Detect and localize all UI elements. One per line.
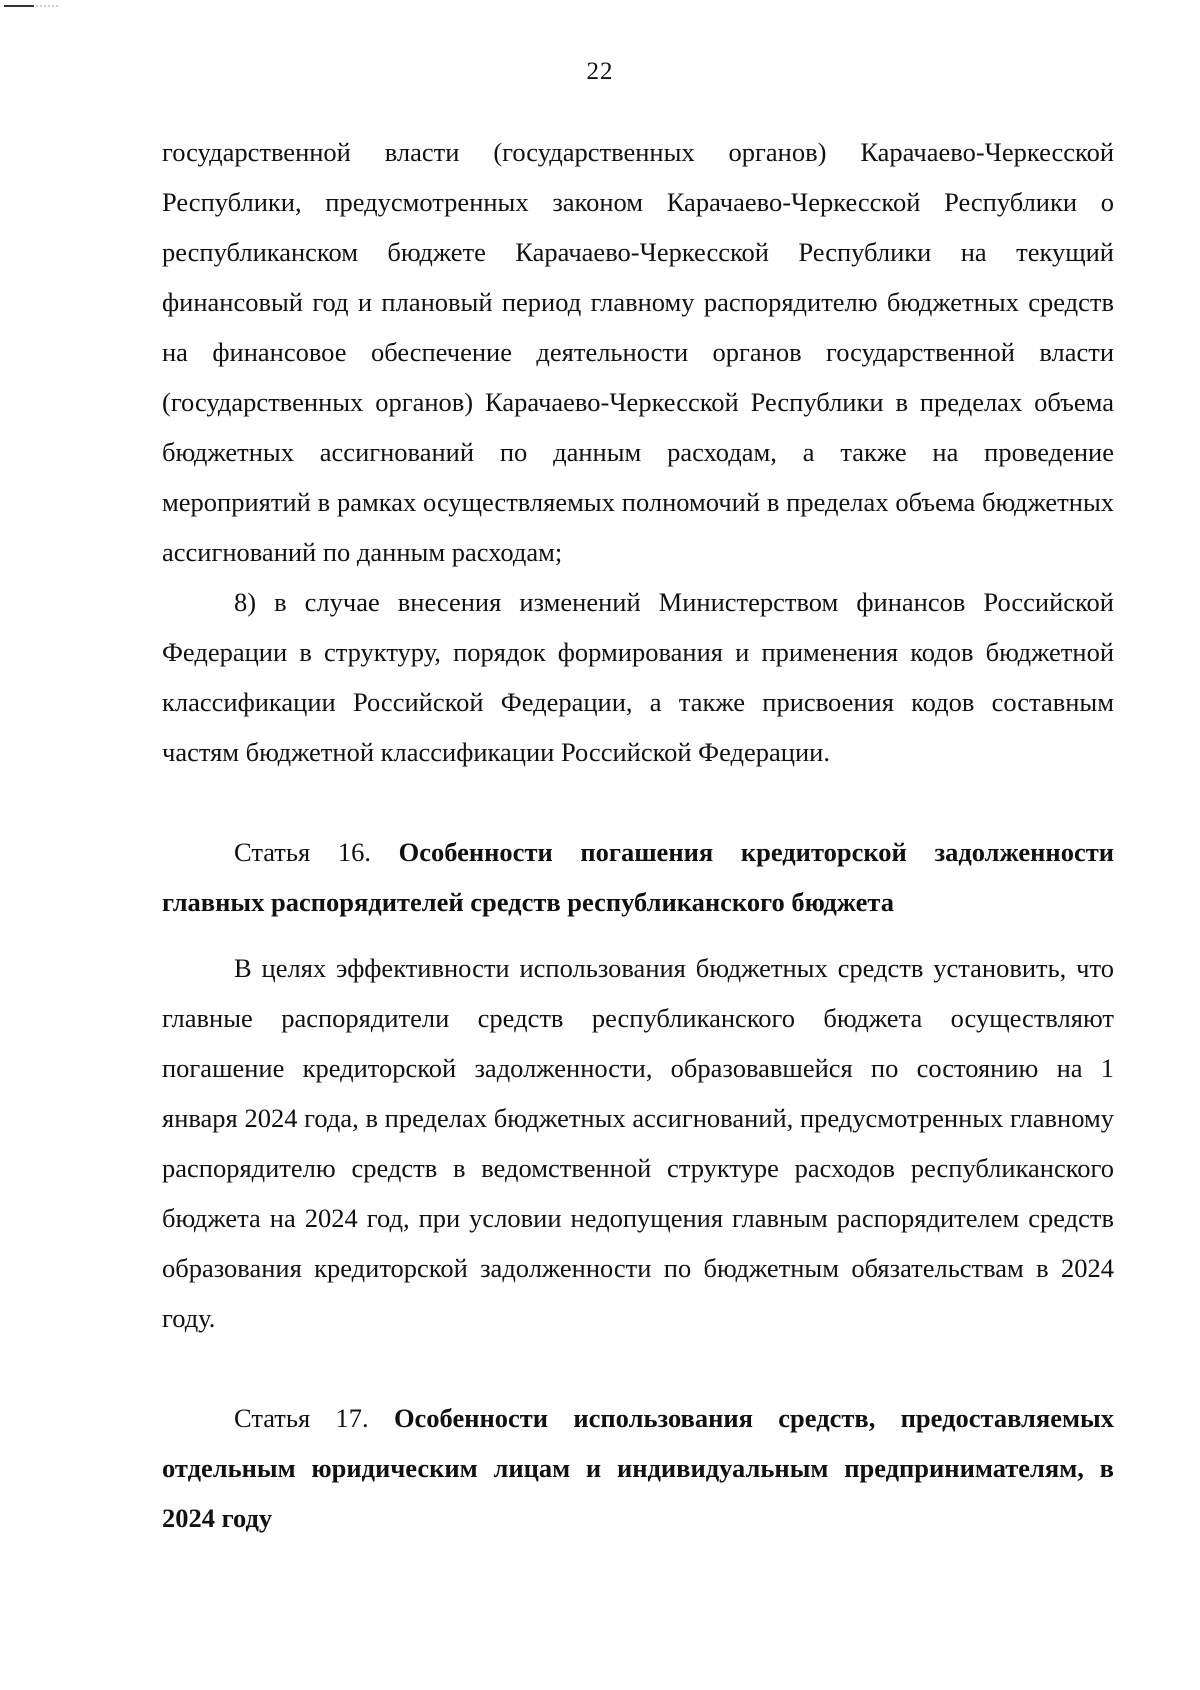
- scan-artifact-mark: [0, 0, 64, 10]
- spacer: [162, 777, 1114, 827]
- article-16-label: Статья 16.: [234, 837, 371, 867]
- article-17-title: Особенности использования средств, предоставляемых отдельным юридическим лицам и индивидуальным предпринимателям, в 2024 году: [162, 1403, 1114, 1533]
- article-16-title: Особенности погашения кредиторской задолженности главных распорядителей средств республиканского бюджета: [162, 837, 1114, 917]
- spacer: [162, 1343, 1114, 1393]
- article-17-heading: [162, 1393, 1114, 1543]
- page-number: 22: [586, 58, 614, 85]
- article-16-heading: [162, 827, 1114, 927]
- article-16-body: В целях эффективности использования бюджетных средств установить, что главные распорядители средств республиканского бюджета осуществляют погашение кредиторской задолженности, образовавшейся по состоянию на 1 января 2024 года, в пределах бюджетных ассигнований, предусмотренных главному распорядителю средств в ведомственной структуре расходов республиканского бюджета на 2024 год, при условии недопущения главным распорядителем средств образования кредиторской задолженности по бюджетным обязательствам в 2024 году.: [162, 953, 1114, 1333]
- paragraph-continuation: государственной власти (государственных органов) Карачаево-Черкесской Республики, предусмотренных законом Карачаево-Черкесской Республики о республиканском бюджете Карачаево-Черкесской Республики на текущий финансовый год и плановый период главному распорядителю бюджетных средств на финансовое обеспечение деятельности органов государственной власти (государственных органов) Карачаево-Черкесской Республики в пределах объема бюджетных ассигнований по данным расходам, а также на проведение мероприятий в рамках осуществляемых полномочий в пределах объема бюджетных ассигнований по данным расходам;: [162, 137, 1114, 567]
- document-body: [162, 127, 1114, 1543]
- list-item-8: 8) в случае внесения изменений Министерством финансов Российской Федерации в структуру, порядок формирования и применения кодов бюджетной классификации Российской Федерации, а также присвоения кодов составным частям бюджетной классификации Российской Федерации.: [162, 587, 1114, 767]
- article-17-label: Статья 17.: [234, 1403, 369, 1433]
